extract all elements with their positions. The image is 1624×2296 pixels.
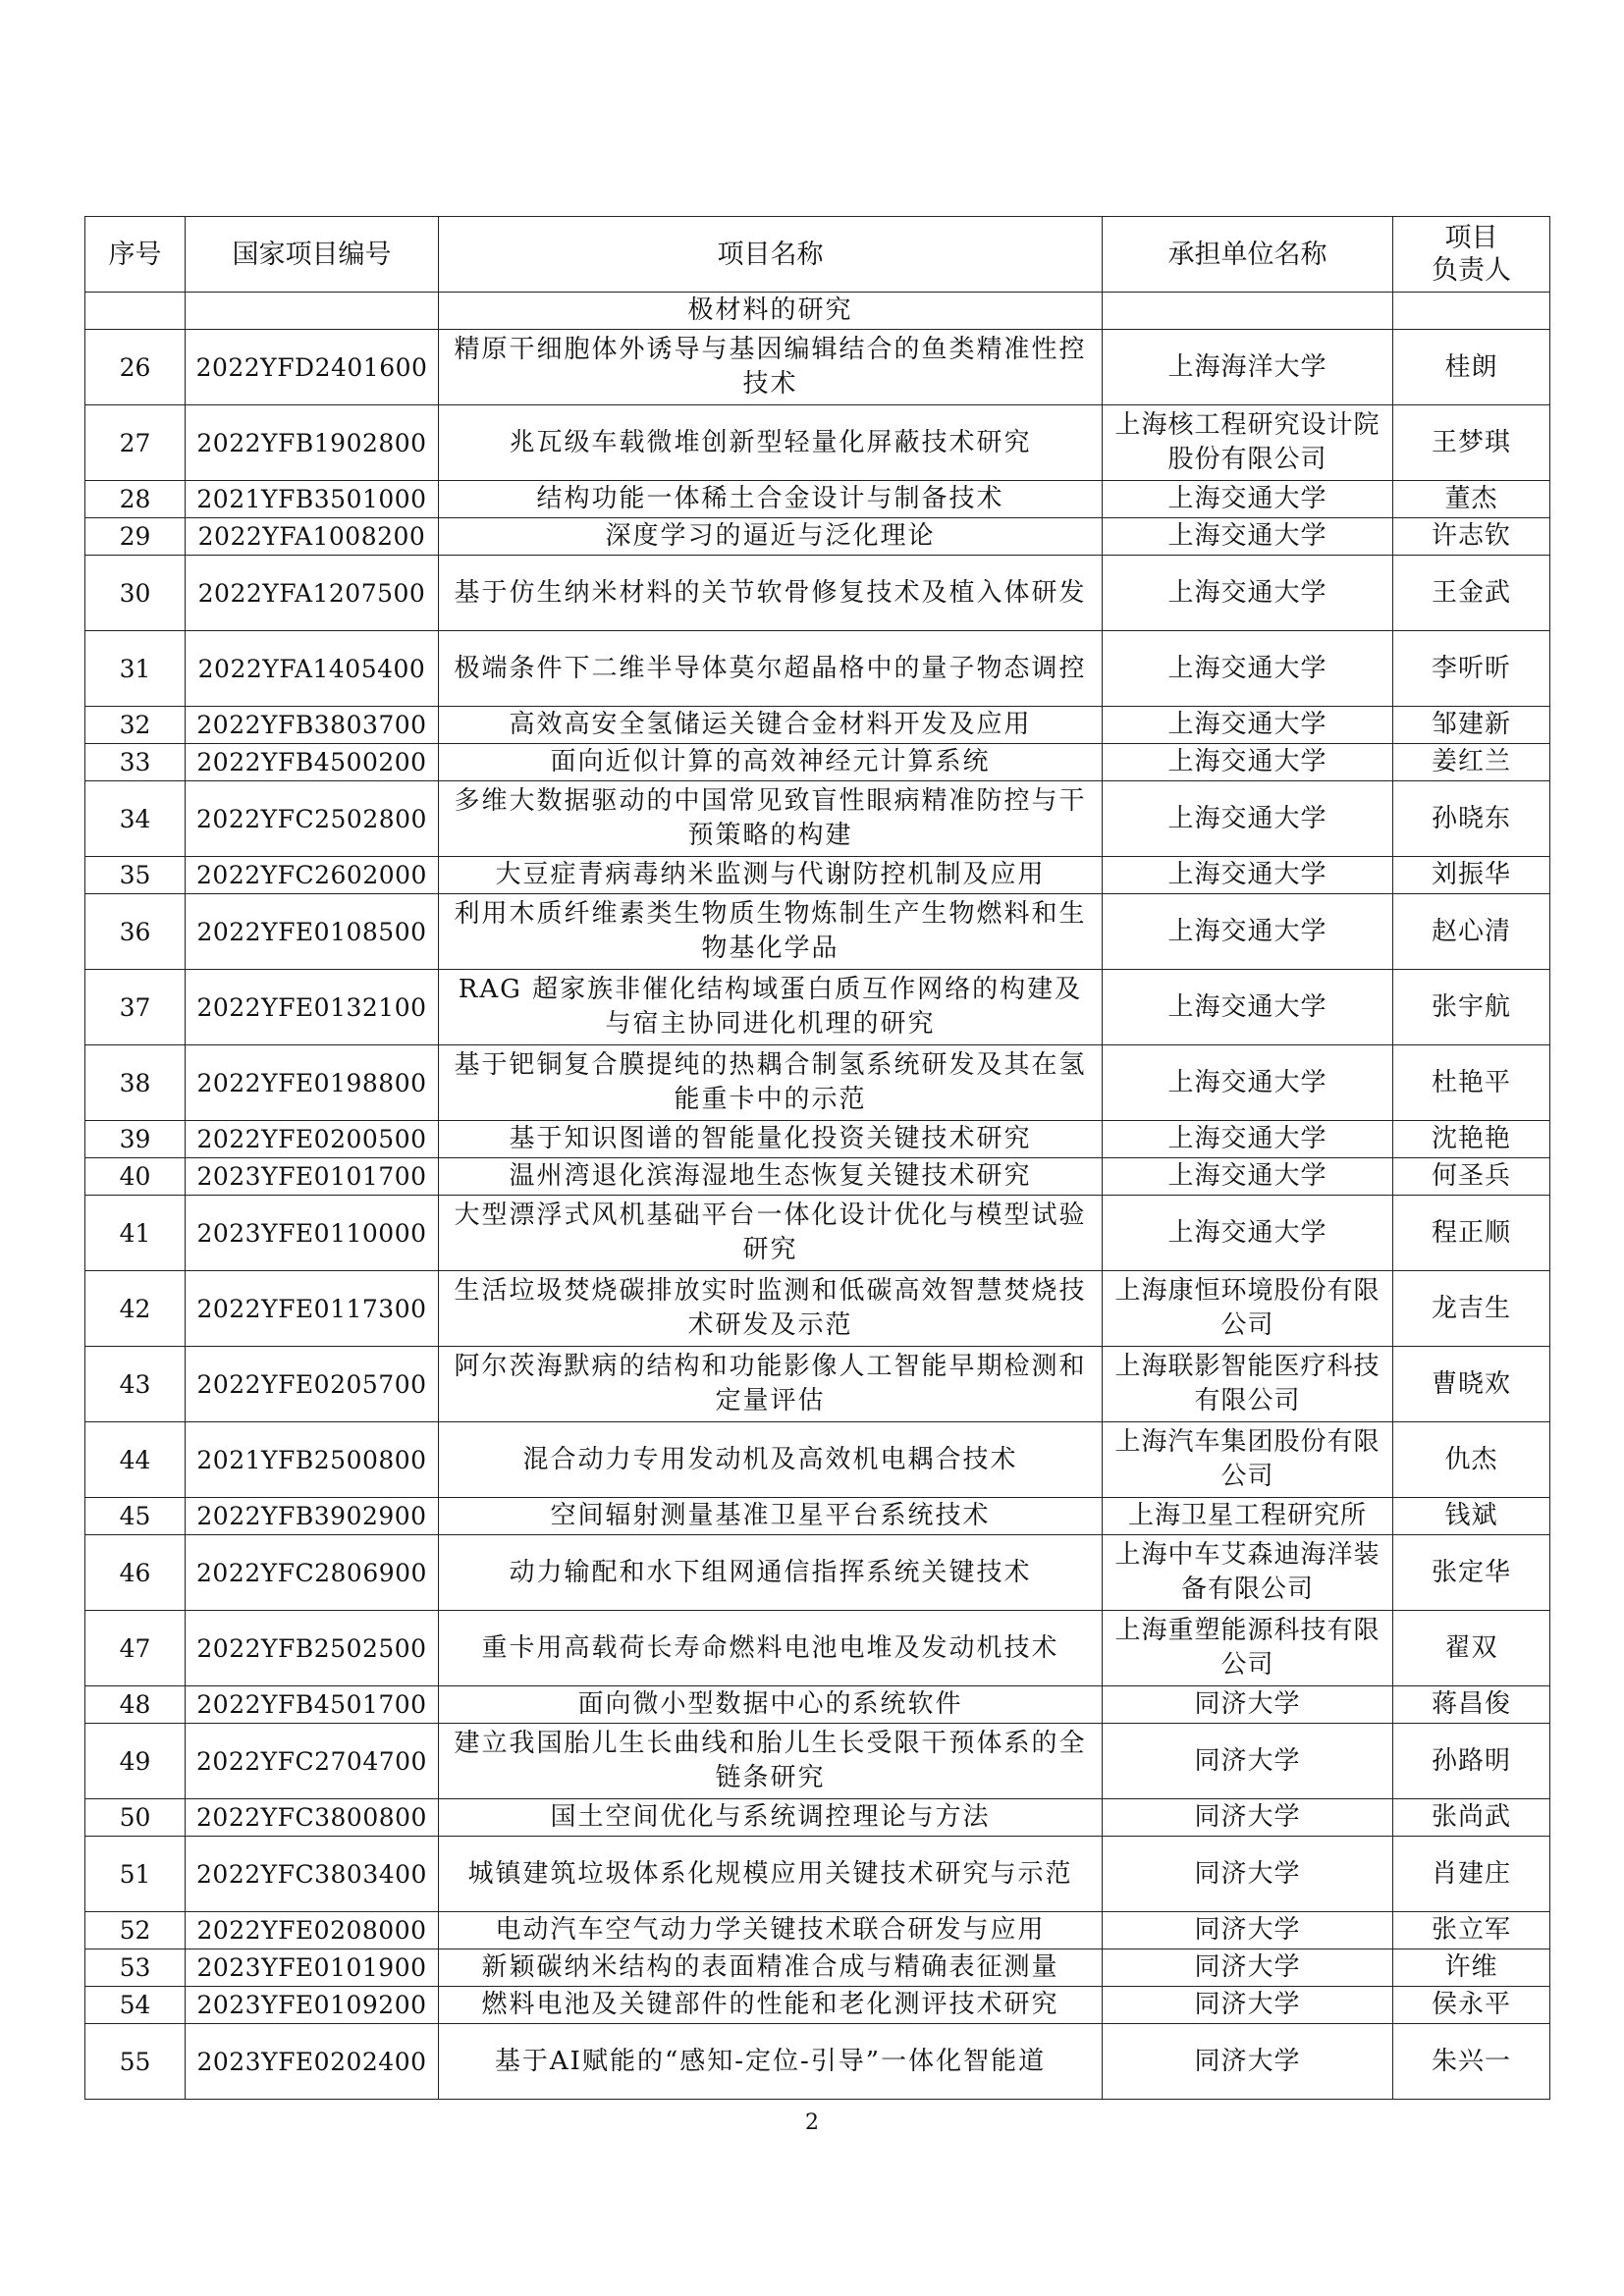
cell-leader: 张立军 bbox=[1393, 1912, 1550, 1949]
cell-leader: 翟双 bbox=[1393, 1611, 1550, 1686]
cell-seq: 55 bbox=[85, 2024, 186, 2100]
cell-unit-name: 同济大学 bbox=[1103, 2024, 1393, 2100]
cell-project-code: 2022YFA1008200 bbox=[186, 518, 439, 556]
table-row bbox=[85, 1422, 1550, 1498]
cell-unit-name: 上海康恒环境股份有限公司 bbox=[1103, 1271, 1393, 1347]
cell-project-name: 大型漂浮式风机基础平台一体化设计优化与模型试验研究 bbox=[439, 1196, 1103, 1271]
cell-project-name: 国土空间优化与系统调控理论与方法 bbox=[439, 1799, 1103, 1837]
table-row bbox=[85, 330, 1550, 405]
cell-leader: 张定华 bbox=[1393, 1535, 1550, 1611]
cell-seq: 41 bbox=[85, 1196, 186, 1271]
cell-project-name: 基于知识图谱的智能量化投资关键技术研究 bbox=[439, 1121, 1103, 1158]
table-row bbox=[85, 631, 1550, 707]
cell-project-name: 城镇建筑垃圾体系化规模应用关键技术研究与示范 bbox=[439, 1837, 1103, 1912]
cell-unit-name: 同济大学 bbox=[1103, 1686, 1393, 1724]
cell-project-name: 极端条件下二维半导体莫尔超晶格中的量子物态调控 bbox=[439, 631, 1103, 707]
cell-seq: 50 bbox=[85, 1799, 186, 1837]
cell-project-code: 2023YFE0101700 bbox=[186, 1158, 439, 1196]
cell-unit-name: 同济大学 bbox=[1103, 1724, 1393, 1799]
header-unit-name: 承担单位名称 bbox=[1103, 217, 1393, 293]
cell-leader: 蒋昌俊 bbox=[1393, 1686, 1550, 1724]
cell-seq: 54 bbox=[85, 1987, 186, 2024]
cell-project-code: 2022YFE0117300 bbox=[186, 1271, 439, 1347]
page-number: 2 bbox=[805, 2110, 819, 2135]
cell-project-name: 面向近似计算的高效神经元计算系统 bbox=[439, 744, 1103, 781]
cell-seq: 48 bbox=[85, 1686, 186, 1724]
cell-project-code: 2022YFE0208000 bbox=[186, 1912, 439, 1949]
cell-project-name: 建立我国胎儿生长曲线和胎儿生长受限干预体系的全链条研究 bbox=[439, 1724, 1103, 1799]
cell-leader: 程正顺 bbox=[1393, 1196, 1550, 1271]
table-row bbox=[85, 2024, 1550, 2100]
cell-unit-name: 上海交通大学 bbox=[1103, 707, 1393, 744]
table-row bbox=[85, 894, 1550, 970]
cell-project-name: 重卡用高载荷长寿命燃料电池电堆及发动机技术 bbox=[439, 1611, 1103, 1686]
cell-leader: 王梦琪 bbox=[1393, 405, 1550, 481]
cell-project-name: RAG 超家族非催化结构域蛋白质互作网络的构建及与宿主协同进化机理的研究 bbox=[439, 970, 1103, 1045]
cell-leader: 朱兴一 bbox=[1393, 2024, 1550, 2100]
project-table bbox=[84, 216, 1550, 2100]
cell-seq: 46 bbox=[85, 1535, 186, 1611]
table-row bbox=[85, 1196, 1550, 1271]
header-project-code: 国家项目编号 bbox=[186, 217, 439, 293]
table-row bbox=[85, 1498, 1550, 1535]
cell-project-code: 2022YFB3803700 bbox=[186, 707, 439, 744]
table-body bbox=[85, 293, 1550, 2100]
table-row bbox=[85, 293, 1550, 330]
cell-leader: 张尚武 bbox=[1393, 1799, 1550, 1837]
cell-project-code: 2022YFE0108500 bbox=[186, 894, 439, 970]
cell-project-code: 2022YFC2502800 bbox=[186, 781, 439, 857]
cell-leader: 沈艳艳 bbox=[1393, 1121, 1550, 1158]
cell-seq: 40 bbox=[85, 1158, 186, 1196]
cell-project-name: 混合动力专用发动机及高效机电耦合技术 bbox=[439, 1422, 1103, 1498]
table-row bbox=[85, 481, 1550, 518]
cell-project-name: 兆瓦级车载微堆创新型轻量化屏蔽技术研究 bbox=[439, 405, 1103, 481]
cell-seq: 45 bbox=[85, 1498, 186, 1535]
cell-project-name: 大豆症青病毒纳米监测与代谢防控机制及应用 bbox=[439, 857, 1103, 894]
table-row bbox=[85, 518, 1550, 556]
cell-project-name: 深度学习的逼近与泛化理论 bbox=[439, 518, 1103, 556]
cell-seq: 38 bbox=[85, 1045, 186, 1121]
cell-project-code: 2022YFA1405400 bbox=[186, 631, 439, 707]
cell-unit-name: 上海交通大学 bbox=[1103, 1121, 1393, 1158]
cell-unit-name: 上海卫星工程研究所 bbox=[1103, 1498, 1393, 1535]
cell-seq: 49 bbox=[85, 1724, 186, 1799]
table-row bbox=[85, 1271, 1550, 1347]
cell-leader: 邹建新 bbox=[1393, 707, 1550, 744]
cell-leader: 董杰 bbox=[1393, 481, 1550, 518]
table-row bbox=[85, 556, 1550, 631]
cell-unit-name: 上海核工程研究设计院股份有限公司 bbox=[1103, 405, 1393, 481]
cell-unit-name: 上海交通大学 bbox=[1103, 481, 1393, 518]
cell-leader: 许维 bbox=[1393, 1949, 1550, 1987]
table-row bbox=[85, 1045, 1550, 1121]
cell-unit-name: 上海交通大学 bbox=[1103, 631, 1393, 707]
cell-seq: 43 bbox=[85, 1347, 186, 1422]
cell-leader: 仇杰 bbox=[1393, 1422, 1550, 1498]
cell-seq: 51 bbox=[85, 1837, 186, 1912]
table-row bbox=[85, 1799, 1550, 1837]
cell-project-name: 面向微小型数据中心的系统软件 bbox=[439, 1686, 1103, 1724]
cell-unit-name: 上海交通大学 bbox=[1103, 781, 1393, 857]
cell-seq: 26 bbox=[85, 330, 186, 405]
cell-seq: 44 bbox=[85, 1422, 186, 1498]
cell-leader: 何圣兵 bbox=[1393, 1158, 1550, 1196]
cell-unit-name: 上海交通大学 bbox=[1103, 1158, 1393, 1196]
cell-leader: 李听昕 bbox=[1393, 631, 1550, 707]
cell-project-code: 2022YFE0198800 bbox=[186, 1045, 439, 1121]
cell-leader: 姜红兰 bbox=[1393, 744, 1550, 781]
cell-unit-name: 上海交通大学 bbox=[1103, 556, 1393, 631]
cell-project-code: 2022YFA1207500 bbox=[186, 556, 439, 631]
table-row bbox=[85, 857, 1550, 894]
cell-project-name: 基于仿生纳米材料的关节软骨修复技术及植入体研发 bbox=[439, 556, 1103, 631]
table-row bbox=[85, 1347, 1550, 1422]
cell-project-code: 2022YFC3800800 bbox=[186, 1799, 439, 1837]
cell-project-name: 生活垃圾焚烧碳排放实时监测和低碳高效智慧焚烧技术研发及示范 bbox=[439, 1271, 1103, 1347]
cell-project-code: 2023YFE0101900 bbox=[186, 1949, 439, 1987]
cell-project-name: 利用木质纤维素类生物质生物炼制生产生物燃料和生物基化学品 bbox=[439, 894, 1103, 970]
cell-unit-name: 同济大学 bbox=[1103, 1837, 1393, 1912]
cell-seq: 53 bbox=[85, 1949, 186, 1987]
cell-unit-name: 上海交通大学 bbox=[1103, 518, 1393, 556]
table-row bbox=[85, 1724, 1550, 1799]
cell-leader: 钱斌 bbox=[1393, 1498, 1550, 1535]
cell-leader: 杜艳平 bbox=[1393, 1045, 1550, 1121]
cell-project-name: 基于AI赋能的“感知-定位-引导”一体化智能道 bbox=[439, 2024, 1103, 2100]
cell-seq: 28 bbox=[85, 481, 186, 518]
cell-project-code: 2022YFB2502500 bbox=[186, 1611, 439, 1686]
cell-leader: 龙吉生 bbox=[1393, 1271, 1550, 1347]
cell-unit-name: 同济大学 bbox=[1103, 1799, 1393, 1837]
cell-unit-name: 上海重塑能源科技有限公司 bbox=[1103, 1611, 1393, 1686]
cell-project-code bbox=[186, 293, 439, 330]
cell-seq: 27 bbox=[85, 405, 186, 481]
table-row bbox=[85, 970, 1550, 1045]
cell-project-code: 2022YFC2806900 bbox=[186, 1535, 439, 1611]
cell-seq: 31 bbox=[85, 631, 186, 707]
table-row bbox=[85, 1158, 1550, 1196]
cell-project-name: 多维大数据驱动的中国常见致盲性眼病精准防控与干预策略的构建 bbox=[439, 781, 1103, 857]
cell-project-code: 2022YFB4501700 bbox=[186, 1686, 439, 1724]
cell-project-name: 燃料电池及关键部件的性能和老化测评技术研究 bbox=[439, 1987, 1103, 2024]
cell-project-code: 2021YFB3501000 bbox=[186, 481, 439, 518]
table-row bbox=[85, 1535, 1550, 1611]
cell-unit-name: 上海汽车集团股份有限公司 bbox=[1103, 1422, 1393, 1498]
cell-project-code: 2022YFC2602000 bbox=[186, 857, 439, 894]
cell-project-name: 高效高安全氢储运关键合金材料开发及应用 bbox=[439, 707, 1103, 744]
cell-seq: 35 bbox=[85, 857, 186, 894]
table-header-row bbox=[85, 217, 1550, 293]
cell-project-name: 温州湾退化滨海湿地生态恢复关键技术研究 bbox=[439, 1158, 1103, 1196]
cell-seq bbox=[85, 293, 186, 330]
cell-leader: 张宇航 bbox=[1393, 970, 1550, 1045]
cell-seq: 29 bbox=[85, 518, 186, 556]
cell-project-code: 2023YFE0109200 bbox=[186, 1987, 439, 2024]
cell-seq: 47 bbox=[85, 1611, 186, 1686]
cell-unit-name: 上海中车艾森迪海洋装备有限公司 bbox=[1103, 1535, 1393, 1611]
cell-unit-name: 上海交通大学 bbox=[1103, 857, 1393, 894]
cell-leader: 孙路明 bbox=[1393, 1724, 1550, 1799]
cell-unit-name: 上海交通大学 bbox=[1103, 1045, 1393, 1121]
cell-leader: 许志钦 bbox=[1393, 518, 1550, 556]
cell-project-name: 精原干细胞体外诱导与基因编辑结合的鱼类精准性控技术 bbox=[439, 330, 1103, 405]
cell-unit-name: 上海联影智能医疗科技有限公司 bbox=[1103, 1347, 1393, 1422]
table-row bbox=[85, 781, 1550, 857]
cell-unit-name: 同济大学 bbox=[1103, 1912, 1393, 1949]
cell-seq: 36 bbox=[85, 894, 186, 970]
cell-seq: 37 bbox=[85, 970, 186, 1045]
cell-unit-name: 同济大学 bbox=[1103, 1949, 1393, 1987]
cell-project-code: 2022YFE0205700 bbox=[186, 1347, 439, 1422]
table-row bbox=[85, 1912, 1550, 1949]
cell-leader: 肖建庄 bbox=[1393, 1837, 1550, 1912]
table-row bbox=[85, 707, 1550, 744]
cell-leader: 孙晓东 bbox=[1393, 781, 1550, 857]
cell-project-code: 2023YFE0202400 bbox=[186, 2024, 439, 2100]
cell-project-name: 新颖碳纳米结构的表面精准合成与精确表征测量 bbox=[439, 1949, 1103, 1987]
cell-seq: 34 bbox=[85, 781, 186, 857]
cell-unit-name: 上海交通大学 bbox=[1103, 744, 1393, 781]
cell-project-code: 2022YFB3902900 bbox=[186, 1498, 439, 1535]
cell-unit-name: 上海交通大学 bbox=[1103, 894, 1393, 970]
table-row bbox=[85, 405, 1550, 481]
cell-project-code: 2022YFD2401600 bbox=[186, 330, 439, 405]
cell-leader: 王金武 bbox=[1393, 556, 1550, 631]
table-row bbox=[85, 1121, 1550, 1158]
cell-project-name: 空间辐射测量基准卫星平台系统技术 bbox=[439, 1498, 1103, 1535]
cell-seq: 33 bbox=[85, 744, 186, 781]
table-row bbox=[85, 1611, 1550, 1686]
cell-project-code: 2022YFC2704700 bbox=[186, 1724, 439, 1799]
cell-project-name: 动力输配和水下组网通信指挥系统关键技术 bbox=[439, 1535, 1103, 1611]
table-row bbox=[85, 1686, 1550, 1724]
table-row bbox=[85, 1837, 1550, 1912]
cell-project-code: 2021YFB2500800 bbox=[186, 1422, 439, 1498]
cell-unit-name: 上海交通大学 bbox=[1103, 970, 1393, 1045]
cell-unit-name: 上海交通大学 bbox=[1103, 1196, 1393, 1271]
cell-project-name: 阿尔茨海默病的结构和功能影像人工智能早期检测和定量评估 bbox=[439, 1347, 1103, 1422]
cell-seq: 52 bbox=[85, 1912, 186, 1949]
cell-seq: 32 bbox=[85, 707, 186, 744]
cell-seq: 42 bbox=[85, 1271, 186, 1347]
table-row bbox=[85, 1949, 1550, 1987]
header-seq: 序号 bbox=[85, 217, 186, 293]
cell-leader: 曹晓欢 bbox=[1393, 1347, 1550, 1422]
cell-leader: 赵心清 bbox=[1393, 894, 1550, 970]
cell-project-code: 2023YFE0110000 bbox=[186, 1196, 439, 1271]
cell-unit-name bbox=[1103, 293, 1393, 330]
table-row bbox=[85, 1987, 1550, 2024]
cell-leader: 桂朗 bbox=[1393, 330, 1550, 405]
header-project-name: 项目名称 bbox=[439, 217, 1103, 293]
cell-leader bbox=[1393, 293, 1550, 330]
cell-unit-name: 同济大学 bbox=[1103, 1987, 1393, 2024]
table-row bbox=[85, 744, 1550, 781]
cell-project-name: 极材料的研究 bbox=[439, 293, 1103, 330]
cell-seq: 39 bbox=[85, 1121, 186, 1158]
cell-project-code: 2022YFB1902800 bbox=[186, 405, 439, 481]
cell-leader: 侯永平 bbox=[1393, 1987, 1550, 2024]
header-leader: 项目 负责人 bbox=[1393, 217, 1550, 293]
cell-project-name: 电动汽车空气动力学关键技术联合研发与应用 bbox=[439, 1912, 1103, 1949]
cell-unit-name: 上海海洋大学 bbox=[1103, 330, 1393, 405]
cell-seq: 30 bbox=[85, 556, 186, 631]
cell-leader: 刘振华 bbox=[1393, 857, 1550, 894]
cell-project-code: 2022YFB4500200 bbox=[186, 744, 439, 781]
cell-project-name: 结构功能一体稀土合金设计与制备技术 bbox=[439, 481, 1103, 518]
cell-project-code: 2022YFC3803400 bbox=[186, 1837, 439, 1912]
cell-project-code: 2022YFE0132100 bbox=[186, 970, 439, 1045]
cell-project-name: 基于钯铜复合膜提纯的热耦合制氢系统研发及其在氢能重卡中的示范 bbox=[439, 1045, 1103, 1121]
cell-project-code: 2022YFE0200500 bbox=[186, 1121, 439, 1158]
